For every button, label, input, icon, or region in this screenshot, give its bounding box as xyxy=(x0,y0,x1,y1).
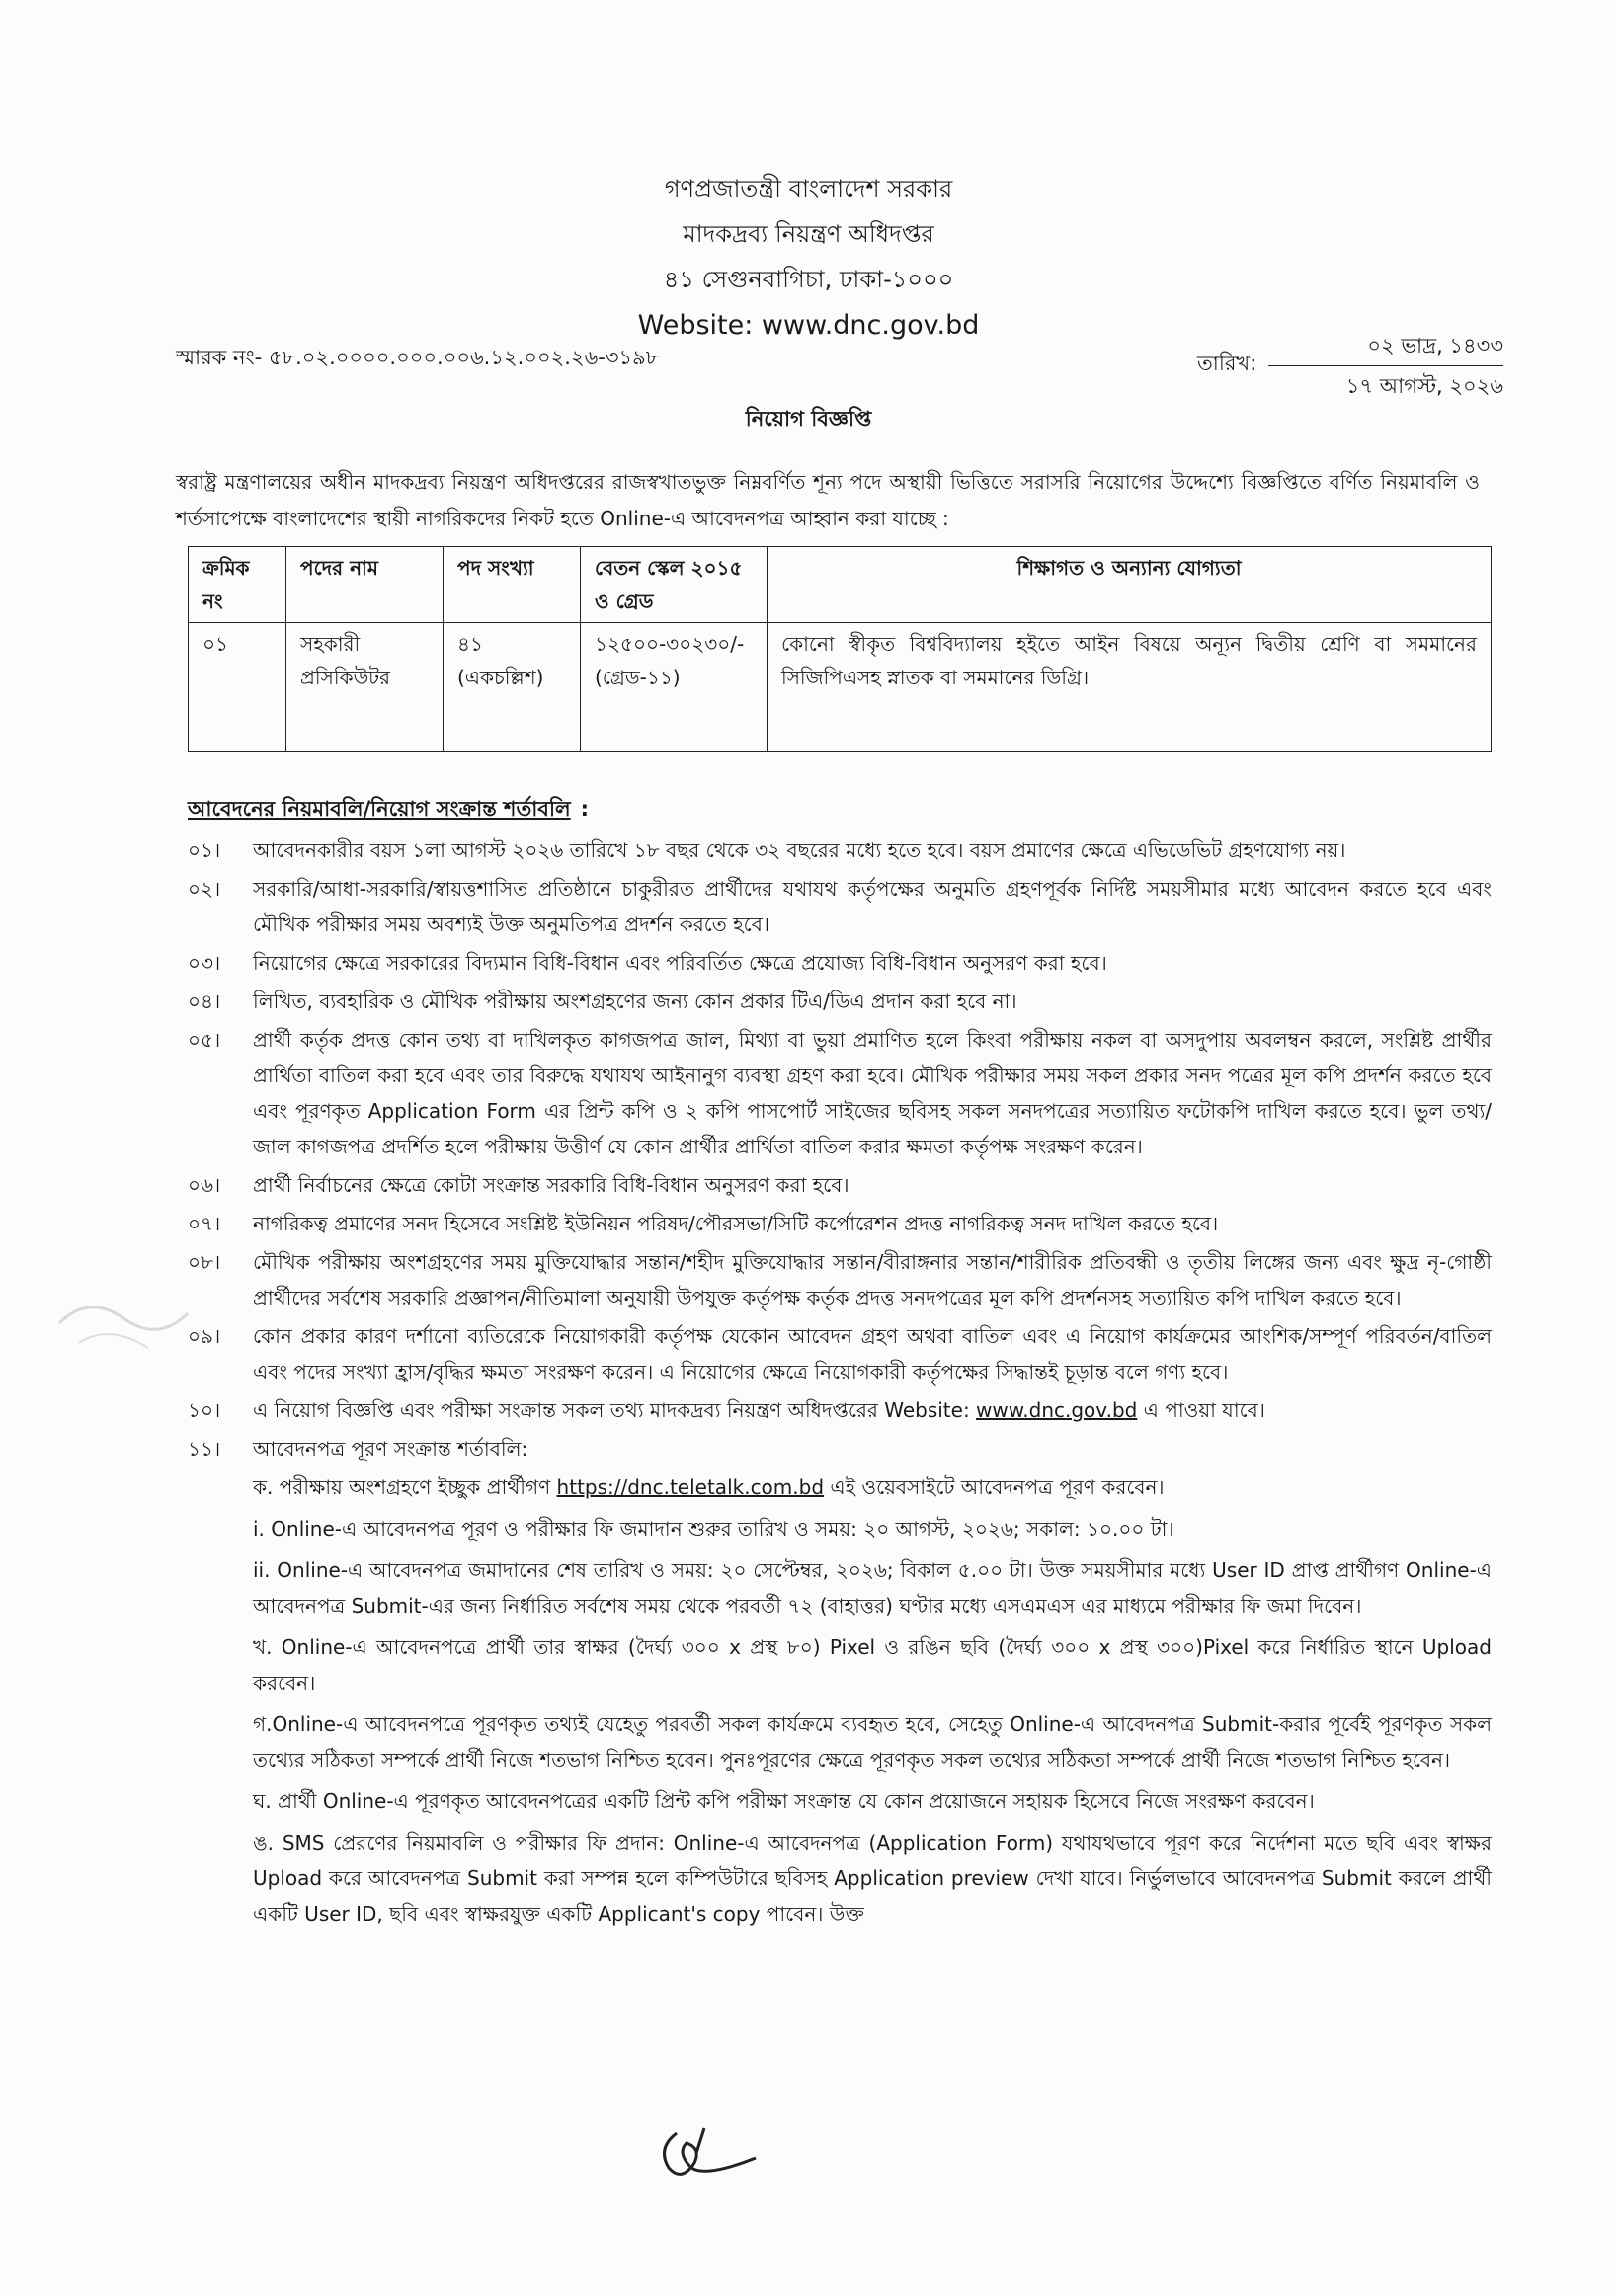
header-serial: ক্রমিক নং xyxy=(189,547,286,623)
rule-number: ০৯। xyxy=(188,1324,221,1348)
list-item xyxy=(188,1431,1492,1466)
rule-text: কোন প্রকার কারণ দর্শানো ব্যতিরেকে নিয়োগকারী কর্তৃপক্ষ যেকোন আবেদন গ্রহণ অথবা বাতিল এবং এ নিয়োগ কার্যক্রমের আংশিক/সম্পূর্ণ পরিবর্তন/বাতিল এবং পদের সংখ্যা হ্রাস/বৃদ্ধির ক্ষমতা সংরক্ষণ করেন। এ নিয়োগের ক্ষেত্রে নিয়োগকারী কর্তৃপক্ষের সিদ্ধান্তই চূড়ান্ত বলে গণ্য হবে। xyxy=(253,1324,1492,1384)
department-name: মাদকদ্রব্য নিয়ন্ত্রণ অধিদপ্তর xyxy=(683,220,934,248)
sub-item: ঘ. প্রার্থী Online-এ পূরণকৃত আবেদনপত্রের একটি প্রিন্ট কপি পরীক্ষা সংক্রান্ত যে কোন প্রয়োজনে সহায়ক হিসেবে নিজে সংরক্ষণ করবেন। xyxy=(253,1789,1315,1813)
cell-post: সহকারী প্রসিকিউটর xyxy=(286,623,444,752)
cell-serial: ০১ xyxy=(189,623,286,752)
post-table xyxy=(188,546,1492,752)
table-row xyxy=(189,623,1492,752)
rule-number: ১১। xyxy=(188,1437,221,1461)
sub-text-after: এই ওয়েবসাইটে আবেদনপত্র পূরণ করবেন। xyxy=(824,1475,1165,1499)
list-item xyxy=(188,832,1492,868)
rule-text: প্রার্থী কর্তৃক প্রদত্ত কোন তথ্য বা দাখিলকৃত কাগজপত্র জাল, মিথ্যা বা ভুয়া প্রমাণিত হলে কিংবা পরীক্ষায় নকল বা অসদুপায় অবলম্বন করলে, সংশ্লিষ্ট প্রার্থীর প্রার্থিতা বাতিল করা হবে এবং তার বিরুদ্ধে যথাযথ আইনানুগ ব্যবস্থা গ্রহণ করা হবে। মৌখিক পরীক্ষার সময় সকল প্রকার সনদ পত্রের মূল কপি প্রদর্শন করতে হবে এবং পূরণকৃত Application Form এর প্রিন্ট কপি ও ২ কপি পাসপোর্ট সাইজের ছবিসহ সকল সনদপত্রের সত্যায়িত ফটোকপি দাখিল করতে হবে। ভুল তথ্য/জাল কাগজপত্র প্রদর্শিত হলে পরীক্ষায় উত্তীর্ণ যে কোন প্রার্থীর প্রার্থিতা বাতিল করার ক্ষমতা কর্তৃপক্ষ সংরক্ষণ করেন। xyxy=(253,1028,1492,1158)
date-english: ১৭ আগস্ট, ২০২৬ xyxy=(1345,374,1503,398)
rule-number: ০৩। xyxy=(188,951,221,975)
intro-paragraph: স্বরাষ্ট্র মন্ত্রণালয়ের অধীন মাদকদ্রব্য নিয়ন্ত্রণ অধিদপ্তরের রাজস্বখাতভুক্ত নিম্নবর্ণিত শূন্য পদে অস্থায়ী ভিত্তিতে সরাসরি নিয়োগের উদ্দেশ্যে বিজ্ঞপ্তিতে বর্ণিত নিয়মাবলি ও শর্তসাপেক্ষে বাংলাদেশের স্থায়ী নাগরিকদের নিকট হতে Online-এ আবেদনপত্র আহ্বান করা যাচ্ছে : xyxy=(176,470,1480,530)
rule-number: ০৮। xyxy=(188,1250,221,1274)
rule-text: আবেদনপত্র পূরণ সংক্রান্ত শর্তাবলি: xyxy=(253,1437,528,1461)
rule-text: সরকারি/আধা-সরকারি/স্বায়ত্তশাসিত প্রতিষ্ঠানে চাকুরীরত প্রার্থীদের যথাযথ কর্তৃপক্ষের অনুমতি গ্রহণপূর্বক নির্দিষ্ট সময়সীমার মধ্যে আবেদন করতে হবে এবং মৌখিক পরীক্ষার সময় অবশ্যই উক্ত অনুমতিপত্র প্রদর্শন করতে হবে। xyxy=(253,877,1492,936)
memo-number: স্মারক নং- ৫৮.০২.০০০০.০০০.০০৬.১২.০০২.২৬-৩১৯৮ xyxy=(176,346,660,369)
rule-text: এ নিয়োগ বিজ্ঞপ্তি এবং পরীক্ষা সংক্রান্ত সকল তথ্য মাদকদ্রব্য নিয়ন্ত্রণ অধিদপ্তরের Website: xyxy=(253,1398,977,1422)
rules-heading xyxy=(188,793,589,828)
rule-text: লিখিত, ব্যবহারিক ও মৌখিক পরীক্ষায় অংশগ্রহণের জন্য কোন প্রকার টিএ/ডিএ প্রদান করা হবে না। xyxy=(253,990,1017,1013)
cell-count: ৪১ (একচল্লিশ) xyxy=(444,623,581,752)
rule-text: মৌখিক পরীক্ষায় অংশগ্রহণের সময় মুক্তিযোদ্ধার সন্তান/শহীদ মুক্তিযোদ্ধার সন্তান/বীরাঙ্গনার সন্তান/শারীরিক প্রতিবন্ধী ও তৃতীয় লিঙ্গের জন্য এবং ক্ষুদ্র নৃ-গোষ্ঠী প্রার্থীদের সর্বশেষ সরকারি প্রজ্ঞাপন/নীতিমালা অনুযায়ী উপযুক্ত কর্তৃপক্ষ কর্তৃক প্রদত্ত সনদপত্রের মূল কপি প্রদর্শনসহ সত্যায়িত কপি দাখিল করতে হবে। xyxy=(253,1250,1492,1309)
table-header-row xyxy=(189,547,1492,623)
date-bangla: ০২ ভাদ্র, ১৪৩৩ xyxy=(1268,326,1503,366)
rule-number: ০৫। xyxy=(188,1028,221,1052)
list-item xyxy=(188,1392,1492,1428)
rule-text-after: এ পাওয়া যাবে। xyxy=(1137,1398,1265,1422)
rule-number: ০২। xyxy=(188,877,221,901)
rules-heading-text: আবেদনের নিয়মাবলি/নিয়োগ সংক্রান্ত শর্তাবলি xyxy=(188,797,571,821)
govt-name: গণপ্রজাতন্ত্রী বাংলাদেশ সরকার xyxy=(664,175,953,202)
list-item xyxy=(188,1318,1492,1389)
faded-stamp xyxy=(49,1264,198,1373)
signature-icon xyxy=(647,2113,766,2192)
rule-number: ০১। xyxy=(188,838,221,862)
sub-item: খ. Online-এ আবেদনপত্রে প্রার্থী তার স্বাক্ষর (দৈর্ঘ্য ৩০০ x প্রস্থ ৮০) Pixel ও রঙিন ছবি (দৈর্ঘ্য ৩০০ x প্রস্থ ৩০০)Pixel করে নির্ধারিত স্থানে Upload করবেন। xyxy=(253,1635,1492,1695)
rule-text: নাগরিকত্ব প্রমাণের সনদ হিসেবে সংশ্লিষ্ট ইউনিয়ন পরিষদ/পৌরসভা/সিটি কর্পোরেশন প্রদত্ত নাগরিকত্ব সনদ দাখিল করতে হবে। xyxy=(253,1212,1219,1235)
list-item xyxy=(188,1022,1492,1164)
cell-qualification: কোনো স্বীকৃত বিশ্ববিদ্যালয় হইতে আইন বিষয়ে অন্যূন দ্বিতীয় শ্রেণি বা সমমানের সিজিপিএসহ স্নাতক বা সমমানের ডিগ্রি। xyxy=(768,623,1492,752)
sub-text: ক. পরীক্ষায় অংশগ্রহণে ইচ্ছুক প্রার্থীগণ xyxy=(253,1475,557,1499)
header-post: পদের নাম xyxy=(286,547,444,623)
list-item xyxy=(188,1244,1492,1315)
date-label: তারিখ: xyxy=(1197,352,1257,375)
list-item xyxy=(188,945,1492,981)
sub-item: গ.Online-এ আবেদনপত্রে পূরণকৃত তথ্যই যেহেতু পরবর্তী সকল কার্যক্রমে ব্যবহৃত হবে, সেহেতু Online-এ আবেদনপত্র Submit-করার পূর্বেই পূরণকৃত সকল তথ্যের সঠিকতা সম্পর্কে প্রার্থী নিজে শতভাগ নিশ্চিত হবেন। পুনঃপূরণের ক্ষেত্রে পূরণকৃত সকল তথ্যের সঠিকতা সম্পর্কে প্রার্থী নিজে শতভাগ নিশ্চিত হবেন। xyxy=(253,1712,1492,1772)
sub-item: ঙ. SMS প্রেরণের নিয়মাবলি ও পরীক্ষার ফি প্রদান: Online-এ আবেদনপত্র (Application Form) যথাযথভাবে পূরণ করে নির্দেশনা মতে ছবি এবং স্বাক্ষর Upload করে আবেদনপত্র Submit করা সম্পন্ন হলে কম্পিউটারে ছবিসহ Application preview দেখা যাবে। নির্ভুলভাবে আবেদনপত্র Submit করলে প্রার্থী একটি User ID, ছবি এবং স্বাক্ষরযুক্ত একটি Applicant's copy পাবেন। উক্ত xyxy=(253,1831,1492,1926)
rule-text: নিয়োগের ক্ষেত্রে সরকারের বিদ্যমান বিধি-বিধান এবং পরিবর্তিত ক্ষেত্রে প্রযোজ্য বিধি-বিধান অনুসরণ করা হবে। xyxy=(253,951,1107,975)
rule-text: প্রার্থী নির্বাচনের ক্ষেত্রে কোটা সংক্রান্ত সরকারি বিধি-বিধান অনুসরণ করা হবে। xyxy=(253,1173,849,1197)
address: ৪১ সেগুনবাগিচা, ঢাকা-১০০০ xyxy=(663,266,954,293)
rule-text: আবেদনকারীর বয়স ১লা আগস্ট ২০২৬ তারিখে ১৮ বছর থেকে ৩২ বছরের মধ্যে হতে হবে। বয়স প্রমাণের ক্ষেত্রে এভিডেভিট গ্রহণযোগ্য নয়। xyxy=(253,838,1346,862)
letterhead xyxy=(0,166,1617,350)
sub-item xyxy=(188,1469,1492,1505)
rule-number: ০৪। xyxy=(188,990,221,1013)
website-link[interactable]: www.dnc.gov.bd xyxy=(976,1398,1138,1422)
list-item xyxy=(188,1206,1492,1241)
header-scale: বেতন স্কেল ২০১৫ ও গ্রেড xyxy=(581,547,768,623)
date-values xyxy=(1268,326,1503,406)
rule-number: ০৬। xyxy=(188,1173,221,1197)
sub-item: i. Online-এ আবেদনপত্র পূরণ ও পরীক্ষার ফি জমাদান শুরুর তারিখ ও সময়: ২০ আগস্ট, ২০২৬; সকাল: ১০.০০ টা। xyxy=(253,1517,1174,1541)
notice-title: নিয়োগ বিজ্ঞপ্তি xyxy=(745,407,872,431)
sub-item: ii. Online-এ আবেদনপত্র জমাদানের শেষ তারিখ ও সময়: ২০ সেপ্টেম্বর, ২০২৬; বিকাল ৫.০০ টা। উক্ত সময়সীমার মধ্যে User ID প্রাপ্ত প্রার্থীগণ Online-এ আবেদনপত্র Submit-এর জন্য নির্ধারিত সর্বশেষ সময় থেকে পরবর্তী ৭২ (বাহাত্তর) ঘণ্টার মধ্যে এসএমএস এর মাধ্যমে পরীক্ষার ফি জমা দিবেন। xyxy=(253,1558,1492,1618)
list-item xyxy=(188,984,1492,1019)
cell-scale: ১২৫০০-৩০২৩০/- (গ্রেড-১১) xyxy=(581,623,768,752)
list-item xyxy=(188,1167,1492,1203)
header-count: পদ সংখ্যা xyxy=(444,547,581,623)
header-qualification: শিক্ষাগত ও অন্যান্য যোগ্যতা xyxy=(768,547,1492,623)
rules-heading-colon: : xyxy=(580,797,590,821)
rule-number: ০৭। xyxy=(188,1212,221,1235)
rules-list xyxy=(188,832,1492,1938)
teletalk-link[interactable]: https://dnc.teletalk.com.bd xyxy=(556,1475,825,1499)
website: Website: www.dnc.gov.bd xyxy=(637,310,980,341)
list-item xyxy=(188,871,1492,942)
rule-number: ১০। xyxy=(188,1398,221,1422)
